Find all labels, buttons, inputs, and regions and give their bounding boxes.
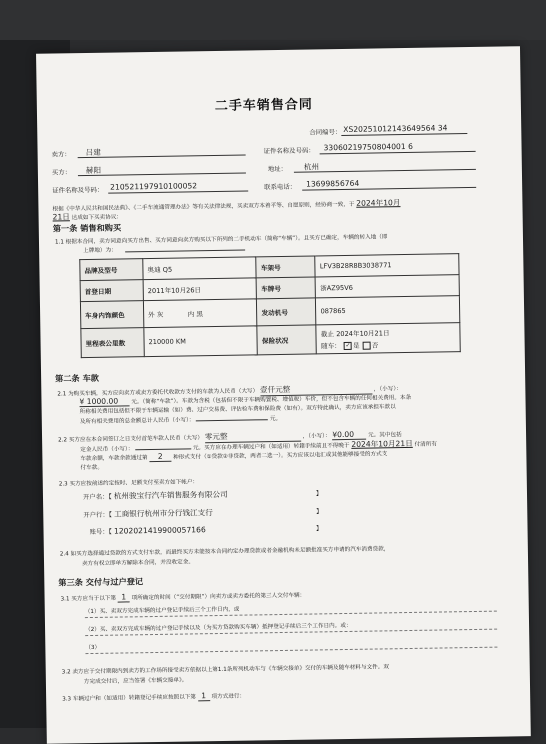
mileage-label: 里程表公里数 xyxy=(81,328,144,358)
yes-label: 是 xyxy=(352,341,360,350)
clause-2-1-c: 所称相关费用包括但不限于车辆运输（如）费、过户交易费、评估检车费和保险费（如有）。双方特此确认，卖方应该承担车款以 xyxy=(79,404,396,416)
insurance-value xyxy=(316,323,460,354)
plate-value: 浙AZ95V6 xyxy=(315,275,459,298)
first-payment-number: ¥0.00 xyxy=(332,430,366,441)
with-car-label: 随车： xyxy=(321,342,341,351)
contract-number-label: 合同编号： xyxy=(309,128,342,137)
clause-2-2-d: 付车款。 xyxy=(80,464,103,472)
clause-2-2-c: 车款余额，车款余款通过第 2 种形式支付（①贷款②非贷款，两者二选一）。买方应该以电汇或其他能够接受的方式支 xyxy=(80,451,388,463)
article-3-heading: 第三条 交付与过户登记 xyxy=(58,576,144,588)
document-title: 二手车销售合同 xyxy=(214,97,314,114)
price-number: ¥ 1000.00 xyxy=(79,396,129,407)
clause-2-4: 2.4 如买方选择通过贷款的方式支付车款，而最终买方未能按本合同约定办理贷款或者金融机构未足额批准买方申请的汽车消费贷款， xyxy=(59,546,390,558)
mileage-value: 210000 KM xyxy=(144,326,258,357)
account-bank-row: 开户行：【 工商银行杭州市分行钱江支行 】 xyxy=(83,507,323,520)
buyer-label: 买方： xyxy=(51,168,72,177)
buyer-id: 210521197910100052 xyxy=(110,181,198,192)
seller-cert-label: 证件名称及号码： xyxy=(263,146,315,156)
clause-1-1-b: 上牌地）为： xyxy=(83,247,117,255)
engine-label: 发动机号 xyxy=(257,298,316,326)
seller-name: 吕建 xyxy=(85,147,101,158)
address-line xyxy=(294,169,476,173)
clause-3-2-b: 方完成交付后，应当签署《车辆交接单》。 xyxy=(83,677,188,686)
color-value xyxy=(143,299,257,328)
preamble-text-2: 21日 达成如下买卖协议： xyxy=(52,212,123,222)
vin-label: 车架号 xyxy=(256,256,315,278)
brand-value: 奥迪 Q5 xyxy=(143,257,257,280)
transfer-deadline: 2024年10月21日 xyxy=(351,438,413,449)
address-label: 地址： xyxy=(267,164,288,174)
clause-3-1-option-1: （1）买、卖双方完成车辆的过户登记手续后三个工作日内，或 xyxy=(84,606,240,616)
sign-date: 2024年10月 xyxy=(356,198,401,208)
clause-1-1: 1.1 根据本合同，卖方同意向买方出售、买方同意向卖方购买以下所列的二手机动车（简称“车辆”）。且买方已确定，车辆的转入地（即 xyxy=(54,234,388,246)
vehicle-info-table xyxy=(79,253,461,358)
buyer-name: 赫阳 xyxy=(85,165,102,176)
clause-2-2-b: 定金人民币（小写）： 元。买方应在办理车辆过户和（如适用）转籍手续前且不得晚于 2024年10月21日 付清所有 xyxy=(80,438,437,454)
clause-3-1: 3.1 买方应当于以下第 1 项所确定的时间（“交付期限”）向卖方或卖方委托的第三人交付车辆： xyxy=(60,592,306,603)
registration-place-line xyxy=(125,250,245,253)
buyer-cert-label: 证件名称及号码： xyxy=(52,185,104,195)
account-number: 1202021419900057166 xyxy=(113,525,206,536)
exterior-color: 外 灰 xyxy=(148,310,164,320)
seller-line xyxy=(78,155,246,159)
seller-id: 33060219750804001 6 xyxy=(323,141,413,153)
clause-2-1-b: ¥ 1000.00 元。（简称“车款”）。车款为含税（包括但不限于车辆购置税、增值税）车价，但不包含车辆的任何相关费用。本条 xyxy=(79,394,412,407)
insurance-label: 保险状况 xyxy=(257,325,316,355)
contract-number: XS20251012143649564 34 xyxy=(343,123,448,134)
delivery-option: 1 xyxy=(118,592,130,602)
vin-value: LFV3B28R8B3038771 xyxy=(315,254,459,277)
clause-2-4-b: 卖方有权立即单方解除本合同，并没收定金。 xyxy=(82,559,194,568)
clause-2-1-d: 及所有相关费用的总金额总计人民币（小写）： 元。 xyxy=(79,415,282,426)
clause-3-1-option-3: （3） xyxy=(85,644,101,652)
engine-value: 087865 xyxy=(316,296,460,325)
account-name-row: 开户名：【 杭州骏宝行汽车销售服务有限公司 】 xyxy=(82,489,323,502)
clause-3-2: 3.2 卖方应于交付期限内到卖方的工作场所接受卖方依据以上第1.1条所列机动车与《车辆交接单》交付的车辆及随车材料与文件。双 xyxy=(61,664,389,676)
insurance-expiry: 截止 2024年10月21日 xyxy=(320,329,390,339)
clause-2-1: 2.1 为购买车辆，买方应向卖方或卖方委托代收款方支付的车款为人民币（大写） 壹仟元整 ，（小写）： xyxy=(57,382,402,399)
phone-value: 13699856764 xyxy=(306,178,360,189)
yes-checkbox[interactable]: ✓ xyxy=(345,341,351,349)
brand-label: 品牌及型号 xyxy=(80,259,143,281)
article-1-heading: 第一条 销售和购买 xyxy=(52,222,122,234)
no-checkbox[interactable] xyxy=(363,342,371,350)
clause-2-3: 2.3 买方应按前述约定按时、足额支付至卖方如下帐户： xyxy=(58,479,199,488)
clause-3-1-option-2: （2）买、卖双方完成车辆的过户登记手续以及（为买方贷款购买车辆）抵押登记手续后三个工作日内。或： xyxy=(85,622,352,634)
contract-page xyxy=(36,46,531,744)
desk-top-background xyxy=(0,0,546,40)
preamble-text: 根据《中华人民共和国民法典》、《二手车流通管理办法》等有关法律法规，买卖双方本着平等、自愿原则，经协商一致，于 2024年10月 xyxy=(52,198,401,213)
account-number-row: 账号：【 1202021419900057166 】 xyxy=(89,524,323,537)
address-value: 杭州 xyxy=(303,162,320,172)
phone-label: 联系电话： xyxy=(264,182,297,192)
color-label: 车身内饰颜色 xyxy=(80,301,143,329)
account-name: 杭州骏宝行汽车销售服务有限公司 xyxy=(113,489,228,501)
payment-option: 2 xyxy=(149,452,171,462)
price-words: 壹仟元整 xyxy=(260,383,372,397)
clause-3-3: 3.3 车辆过户和（如适用）转籍登记手续应按照以下第 1 项方式进行： xyxy=(62,691,246,703)
interior-color: 内 黑 xyxy=(187,310,204,319)
plate-label: 车牌号 xyxy=(256,277,315,299)
transfer-option: 1 xyxy=(198,691,210,701)
account-bank: 工商银行杭州市分行钱江支行 xyxy=(114,508,213,519)
clause-2-2: 2.2 买方应在本合同签订之日支付首笔车款人民币（大写） 零元整 ，（小写）： ¥0.00 元。其中包括 xyxy=(58,429,402,444)
option-3-line xyxy=(85,647,497,654)
buyer-line xyxy=(78,173,246,177)
first-reg-label: 首登日期 xyxy=(80,280,143,302)
first-payment-words: 零元整 xyxy=(205,430,301,444)
first-reg-value: 2011年10月26日 xyxy=(143,278,257,301)
no-label: 否 xyxy=(371,341,379,350)
seller-label: 卖方： xyxy=(51,150,71,159)
article-2-heading: 第二条 车款 xyxy=(55,372,100,384)
